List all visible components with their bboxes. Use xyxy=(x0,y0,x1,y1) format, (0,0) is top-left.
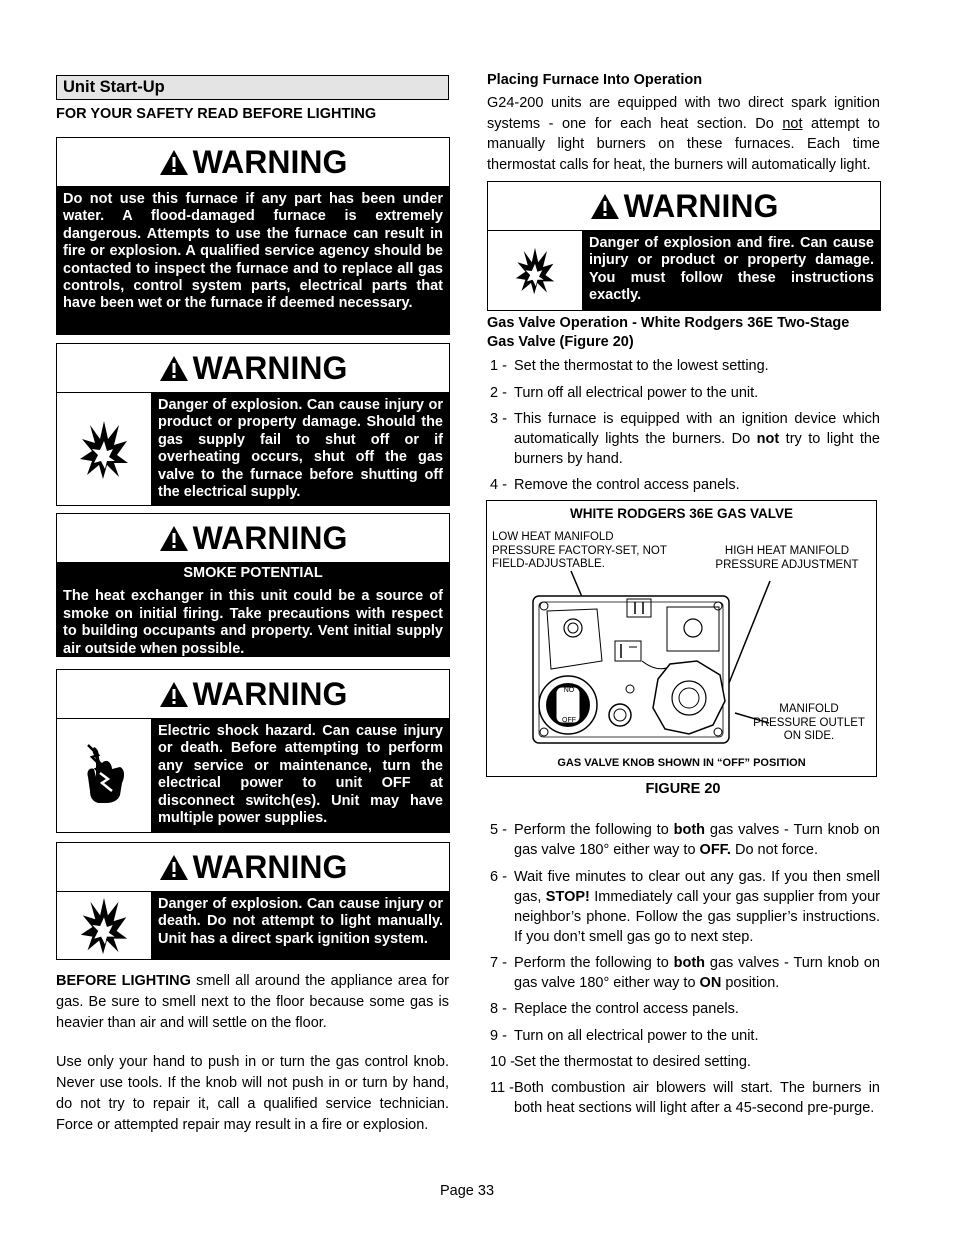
placing-text: G24-200 units are equipped with two direct spark ignition systems - one for each heat section. Do xyxy=(487,95,880,132)
warning-subtitle: SMOKE POTENTIAL xyxy=(183,565,323,581)
warning-text: Do not use this furnace if any part has been under water. A flood-damaged furnace is extremely dangerous. Attempts to use the furnace can result in fire or explosion. A qualified service agency should be contacted to inspect the furnace and to replace all gas controls, control system parts, electrical parts that have been wet or the furnace if deemed necessary. xyxy=(57,187,449,335)
label-high-heat: HIGH HEAT MANIFOLD PRESSURE ADJUSTMENT xyxy=(715,545,859,571)
placing-text: attempt to manually light burners on these furnaces. Each time thermostat calls for heat, the burners will automatically light. xyxy=(487,115,880,173)
figure-caption: FIGURE 20 xyxy=(645,781,721,797)
knob-no-label: NO xyxy=(563,687,575,694)
explosion-icon xyxy=(57,892,152,960)
page-number: Page 33 xyxy=(439,1183,495,1199)
step-number: 2 - xyxy=(490,385,507,401)
step-number: 6 - xyxy=(490,869,507,885)
step-number: 7 - xyxy=(490,955,507,971)
warning-triangle-icon xyxy=(159,355,189,382)
warning-triangle-icon xyxy=(159,149,189,176)
step-item xyxy=(487,1052,880,1072)
warning-triangle-icon xyxy=(590,193,620,220)
electric-shock-icon xyxy=(57,719,152,833)
warning-triangle-icon xyxy=(159,525,189,552)
step-item xyxy=(487,999,880,1019)
step-item xyxy=(487,409,880,469)
figure-20 xyxy=(486,500,877,777)
step-number: 1 - xyxy=(490,358,507,374)
step-number: 4 - xyxy=(490,477,507,493)
warning-box-explosion-fire xyxy=(487,181,881,311)
knob-paragraph: Use only your hand to push in or turn the gas control knob. Never use tools. If the knob will not push in or turn by hand, do not try to repair it, call a qualified service technician. Force or attempted repair may result in a fire or explosion. xyxy=(56,1054,449,1133)
step-item xyxy=(487,953,880,993)
warning-title: WARNING xyxy=(192,349,348,386)
warning-title: WARNING xyxy=(192,519,348,556)
label-outlet: MANIFOLD PRESSURE OUTLET ON SIDE. xyxy=(753,703,865,742)
warning-header xyxy=(488,182,880,231)
step-text: Remove the control access panels. xyxy=(514,477,740,493)
step-text: Turn off all electrical power to the unit. xyxy=(514,385,759,401)
warning-triangle-icon xyxy=(159,854,189,881)
warning-text: The heat exchanger in this unit could be a source of smoke on initial firing. Take precautions with respect to building occupants and property. Vent initial supply air outside when possible. xyxy=(63,588,443,657)
step-number: 5 - xyxy=(490,822,507,838)
placing-not: not xyxy=(782,115,803,132)
step-text: Turn on all electrical power to the unit. xyxy=(514,1028,759,1044)
warning-title: WARNING xyxy=(192,848,348,885)
warning-title: WARNING xyxy=(623,187,779,224)
step-item xyxy=(487,867,880,947)
step-number: 11 - xyxy=(490,1080,514,1096)
step-item xyxy=(487,820,880,860)
warning-header xyxy=(57,843,449,892)
step-text: Wait five minutes to clear out any gas. If you then smell gas, STOP! Immediately call your gas supplier from your neighbor’s phone. Follow the gas supplier’s instructions. If you don’t smell gas go to next step. xyxy=(514,869,880,945)
step-item xyxy=(487,475,880,495)
warning-header xyxy=(57,670,449,719)
warning-box-flood xyxy=(56,137,450,335)
step-item xyxy=(487,383,880,403)
before-lighting-text: smell all around the appliance area for gas. Be sure to smell next to the floor because some gas is heavier than air and will settle on the floor. xyxy=(56,973,449,1031)
step-text: Perform the following to both gas valves - Turn knob on gas valve 180° either way to OFF. Do not force. xyxy=(514,822,880,858)
step-item xyxy=(487,356,880,376)
warning-text: Danger of explosion. Can cause injury or product or property damage. Should the gas supply fail to shut off or if overheating occurs, shut off the gas valve to the furnace before shutting off the electrical supply. xyxy=(152,393,449,506)
safety-heading: FOR YOUR SAFETY READ BEFORE LIGHTING xyxy=(56,106,377,122)
warning-box-smoke xyxy=(56,513,450,657)
placing-heading: Placing Furnace Into Operation xyxy=(487,72,703,88)
figure-inner-caption: GAS VALVE KNOB SHOWN IN “OFF” POSITION xyxy=(557,757,806,769)
step-item xyxy=(487,1078,880,1118)
warning-header xyxy=(57,138,449,187)
placing-paragraph xyxy=(487,93,880,175)
warning-text: Danger of explosion. Can cause injury or death. Do not attempt to light manually. Unit has a direct spark ignition system. xyxy=(152,892,449,960)
warning-text: Electric shock hazard. Can cause injury or death. Before attempting to perform any service or maintenance, turn the electrical power to unit OFF at disconnect switch(es). Unit may have multiple power supplies. xyxy=(152,719,449,833)
step-item xyxy=(487,1026,880,1046)
warning-box-explosion-supply xyxy=(56,343,450,506)
section-title: Unit Start-Up xyxy=(56,75,449,100)
figure-title: WHITE RODGERS 36E GAS VALVE xyxy=(569,506,794,521)
step-text: This furnace is equipped with an ignition device which automatically lights the burners. Do not try to light the burners by hand. xyxy=(514,411,880,467)
before-lighting-paragraph xyxy=(56,971,449,1034)
step-number: 3 - xyxy=(490,411,507,427)
warning-box-shock xyxy=(56,669,450,833)
step-number: 9 - xyxy=(490,1028,507,1044)
knob-off-label: OFF xyxy=(562,717,576,724)
gas-valve-heading: Gas Valve Operation - White Rodgers 36E Two-Stage Gas Valve (Figure 20) xyxy=(487,315,850,350)
warning-title: WARNING xyxy=(192,675,348,712)
label-low-heat: LOW HEAT MANIFOLD PRESSURE FACTORY-SET, NOT FIELD-ADJUSTABLE. xyxy=(492,531,667,570)
step-text: Perform the following to both gas valves - Turn knob on gas valve 180° either way to ON position. xyxy=(514,955,880,991)
warning-body xyxy=(57,563,449,657)
step-number: 10 - xyxy=(490,1054,515,1070)
warning-header xyxy=(57,514,449,563)
step-text: Both combustion air blowers will start. The burners in both heat sections will light after a 45-second pre-purge. xyxy=(514,1080,880,1116)
before-lighting-label: BEFORE LIGHTING xyxy=(56,973,191,989)
step-text: Replace the control access panels. xyxy=(514,1001,739,1017)
warning-text: Danger of explosion and fire. Can cause injury or product or property damage. You must follow these instructions exactly. xyxy=(583,231,880,310)
warning-triangle-icon xyxy=(159,681,189,708)
step-text: Set the thermostat to the lowest setting. xyxy=(514,358,769,374)
explosion-icon xyxy=(57,393,152,506)
step-number: 8 - xyxy=(490,1001,507,1017)
step-text: Set the thermostat to desired setting. xyxy=(514,1054,751,1070)
warning-title: WARNING xyxy=(192,143,348,180)
warning-box-manual-light xyxy=(56,842,450,960)
gas-valve-drawing xyxy=(487,501,878,778)
warning-header xyxy=(57,344,449,393)
explosion-icon xyxy=(488,231,583,310)
